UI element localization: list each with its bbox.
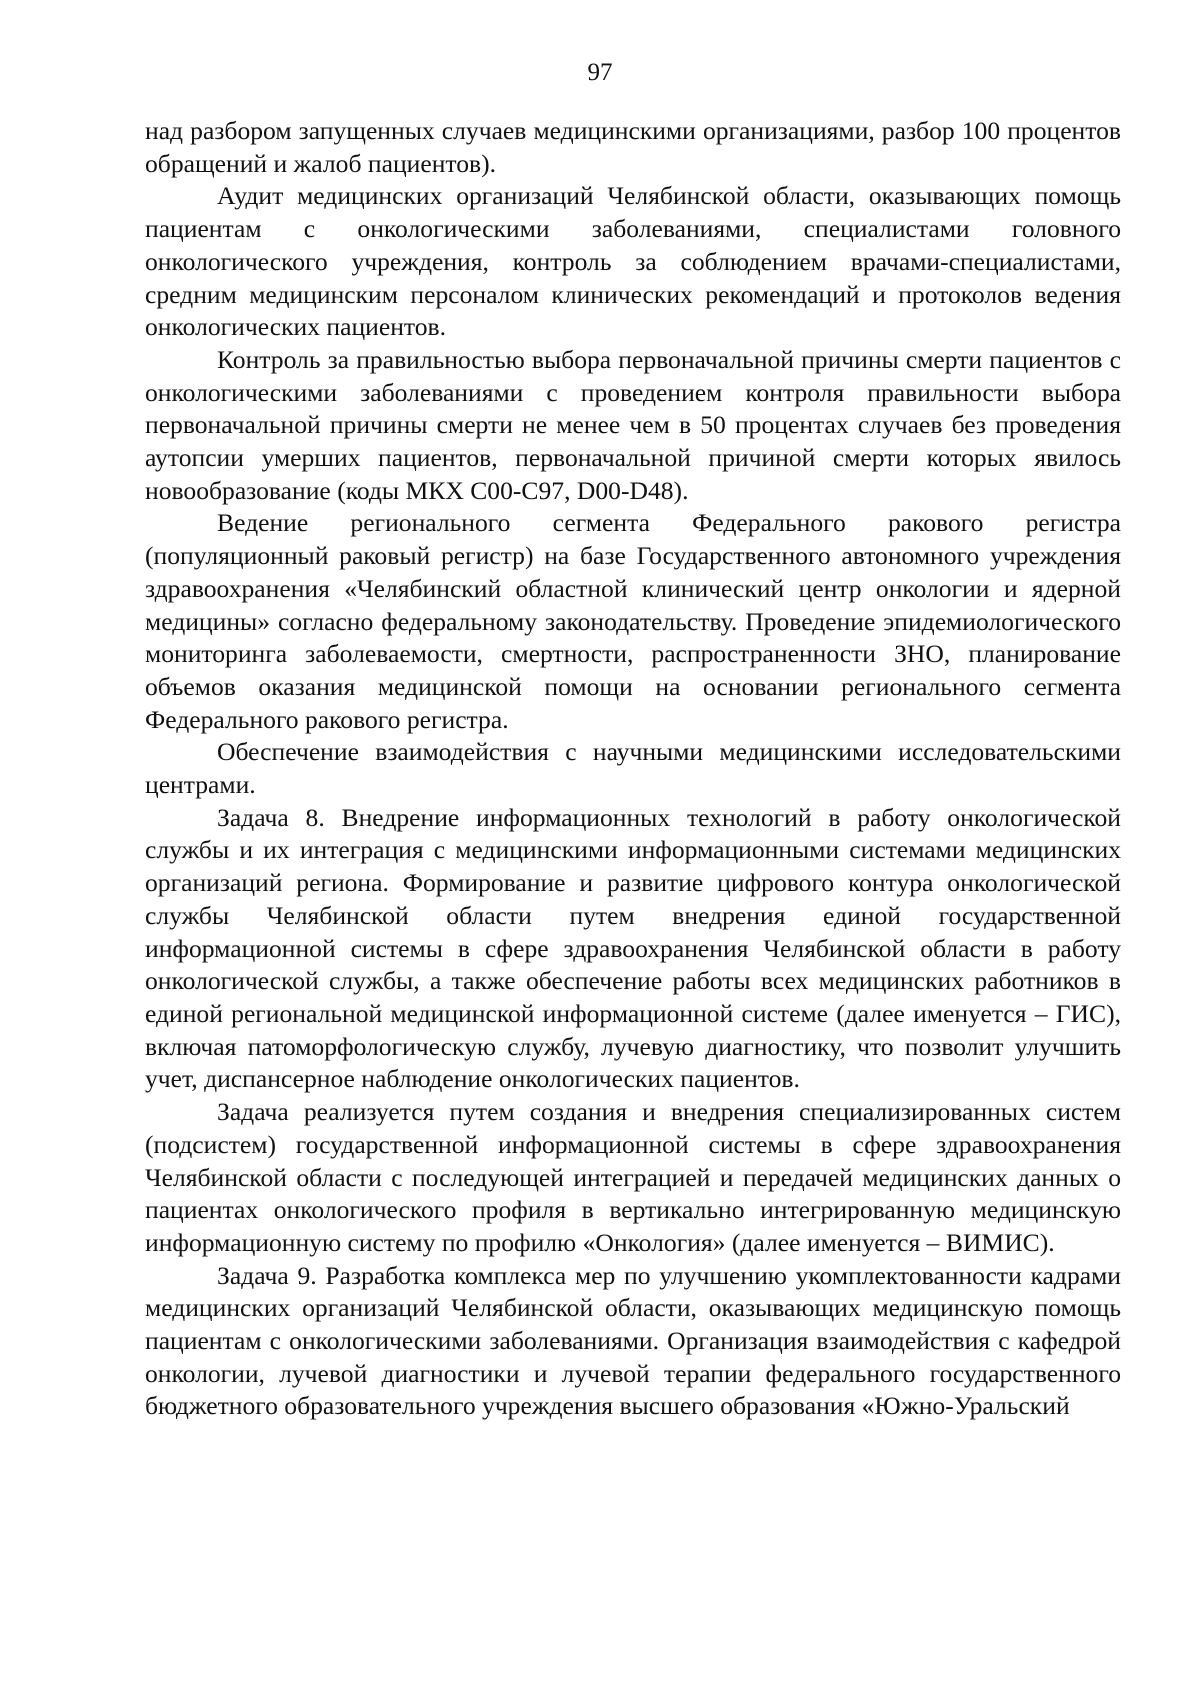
document-body [145,115,1121,1423]
paragraph-task-9: Задача 9. Разработка комплекса мер по улучшению укомплектованности кадрами медицинских организаций Челябинской области, оказывающих медицинскую помощь пациентам с онкологическими заболеваниями. Организация взаимодействия с кафедрой онкологии, лучевой диагностики и лучевой терапии федерального государственного бюджетного образовательного учреждения высшего образования «Южно-Уральский [145,1260,1121,1421]
paragraph-task-implementation: Задача реализуется путем создания и внедрения специализированных систем (подсистем) государственной информационной системы в сфере здравоохранения Челябинской области с последующей интеграцией и передачей медицинских данных о пациентах онкологического профиля в вертикально интегрированную медицинскую информационную систему по профилю «Онкология» (далее именуется – ВИМИС). [145,1097,1121,1257]
paragraph-research-centers: Обеспечение взаимодействия с научными медицинскими исследовательскими центрами. [145,737,1121,800]
paragraph-death-cause-control: Контроль за правильностью выбора первоначальной причины смерти пациентов с онкологическими заболеваниями с проведением контроля правильности выбора первоначальной причины смерти не менее чем в 50 процентах случаев без проведения аутопсии умерших пациентов, первоначальной причиной смерти которых явилось новообразование (коды МКХ С00-С97, D00-D48). [145,344,1121,505]
page-number: 97 [587,59,613,86]
paragraph-cancer-registry: Ведение регионального сегмента Федерального ракового регистра (популяционный раковый регистр) на базе Государственного автономного учреждения здравоохранения «Челябинский областной клинический центр онкологии и ядерной медицины» согласно федеральному законодательству. Проведение эпидемиологического мониторинга заболеваемости, смертности, распространенности ЗНО, планирование объемов оказания медицинской помощи на основании регионального сегмента Федерального ракового регистра. [145,508,1121,734]
paragraph-continuation: над разбором запущенных случаев медицинскими организациями, разбор 100 процентов обращений и жалоб пациентов). [145,116,1121,178]
paragraph-audit: Аудит медицинских организаций Челябинской области, оказывающих помощь пациентам с онкологическими заболеваниями, специалистами головного онкологического учреждения, контроль за соблюдением врачами-специалистами, средним медицинским персоналом клинических рекомендаций и протоколов ведения онкологических пациентов. [145,181,1121,342]
paragraph-task-8: Задача 8. Внедрение информационных технологий в работу онкологической службы и их интеграция с медицинскими информационными системами медицинских организаций региона. Формирование и развитие цифрового контура онкологической службы Челябинской области путем внедрения единой государственной информационной системы в сфере здравоохранения Челябинской области в работу онкологической службы, а также обеспечение работы всех медицинских работников в единой региональной медицинской информационной системе (далее именуется – ГИС), включая патоморфологическую службу, лучевую диагностику, что позволит улучшить учет, диспансерное наблюдение онкологических пациентов. [145,802,1121,1094]
